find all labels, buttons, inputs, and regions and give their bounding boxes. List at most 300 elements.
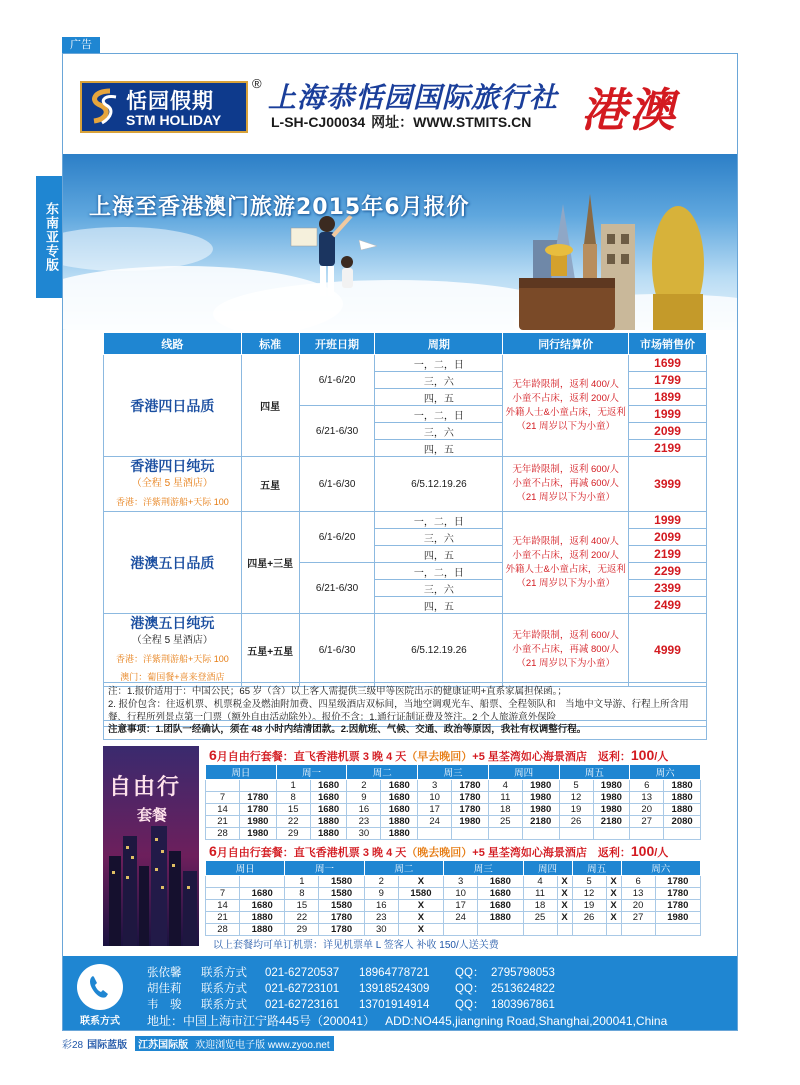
calendar-price: 1980 xyxy=(593,792,630,804)
contact-qq-label: QQ： xyxy=(455,999,485,1011)
package-2-title xyxy=(209,843,668,860)
calendar-day: 23 xyxy=(347,816,381,828)
phone-icon xyxy=(77,964,123,1010)
contact-tel: 021-62720537 xyxy=(265,967,340,979)
calendar-day xyxy=(206,876,240,888)
calendar-price: 1780 xyxy=(655,900,700,912)
calendar-header xyxy=(206,861,701,876)
side-tab: 东南亚专版 xyxy=(36,176,66,298)
pkg-rebate: 100 xyxy=(630,843,655,859)
calendar-price: X xyxy=(606,876,621,888)
calendar-week xyxy=(206,924,701,936)
price-table-header xyxy=(104,333,707,355)
cycle: 一，二，日 xyxy=(375,406,503,423)
contact-label: 联系方式 xyxy=(80,1016,120,1027)
calendar-price: 1680 xyxy=(381,804,418,816)
calendar-price: 2180 xyxy=(522,816,559,828)
page-footer xyxy=(62,1036,334,1051)
calendar-price: 1980 xyxy=(522,780,559,792)
start-date: 6/1-6/30 xyxy=(299,457,375,512)
contact-name: 张依馨 xyxy=(147,967,182,979)
calendar-day: 23 xyxy=(364,912,398,924)
weekday-label: 周二 xyxy=(364,861,443,876)
weekday-label: 周四 xyxy=(488,765,559,780)
calendar-price: 1680 xyxy=(240,888,285,900)
calendar-day: 9 xyxy=(347,792,381,804)
rebate-policy xyxy=(503,614,629,687)
brand-logo xyxy=(80,81,248,133)
contact-row xyxy=(147,996,555,1012)
calendar-price: 2080 xyxy=(664,816,701,828)
calendar-price xyxy=(664,828,701,840)
calendar-price xyxy=(593,828,630,840)
brand-cn: 恬园假期 xyxy=(126,90,214,113)
calendar-note: 以上套餐均可单订机票：详见机票单 L 签客人 补收 150/人送关费 xyxy=(213,940,499,951)
calendar-day: 11 xyxy=(488,792,522,804)
cycle: 四，五 xyxy=(375,546,503,563)
weekday-label: 周二 xyxy=(347,765,418,780)
calendar-day: 1 xyxy=(285,876,319,888)
calendar-price: 1780 xyxy=(452,804,489,816)
package-2-calendar xyxy=(205,860,701,936)
calendar-day: 17 xyxy=(444,900,478,912)
calendar-price: X xyxy=(398,924,443,936)
calendar-day: 22 xyxy=(285,912,319,924)
calendar-week xyxy=(206,888,701,900)
contact-tel: 021-62723101 xyxy=(265,983,340,995)
address xyxy=(147,1012,667,1029)
address-cn: 地址：中国上海市江宁路445号（200041） xyxy=(147,1014,376,1028)
calendar-day xyxy=(559,828,593,840)
calendar-price: 1980 xyxy=(452,816,489,828)
calendar-price xyxy=(240,780,277,792)
calendar-day: 3 xyxy=(444,876,478,888)
calendar-day: 4 xyxy=(488,780,522,792)
address-en: ADD:NO445,jiangning Road,Shanghai,200041,China xyxy=(385,1014,668,1028)
col-cycle: 周期 xyxy=(375,333,503,355)
calendar-price xyxy=(522,828,559,840)
standard: 五星+五星 xyxy=(241,614,299,687)
cycle: 一，二，日 xyxy=(375,512,503,529)
route-note: 澳门：葡国餐+喜来登酒店 xyxy=(120,672,225,682)
calendar-price: 1880 xyxy=(664,780,701,792)
start-date: 6/21-6/30 xyxy=(299,406,375,457)
policy-line: 小童不占床，返利 200/人 xyxy=(512,392,619,404)
attention-note: 注意事项：1.团队一经确认，须在 48 小时内结清团款。2.因航班、气候、交通、政治等原因，我社有权调整行程。 xyxy=(103,720,707,740)
calendar-day xyxy=(523,924,557,936)
policy-line: （21 周岁以下为小童） xyxy=(516,492,616,503)
calendar-day: 19 xyxy=(559,804,593,816)
calendar-day: 1 xyxy=(276,780,310,792)
calendar-price: X xyxy=(606,888,621,900)
cycle: 6/5.12.19.26 xyxy=(375,457,503,512)
market-price: 2199 xyxy=(629,546,707,563)
contact-label-text: 联系方式 xyxy=(201,967,247,979)
calendar-day: 28 xyxy=(206,828,240,840)
note-line: 2. 报价包含：往返机票、机票税金及燃油附加费、四星级酒店双标间，当地空调观光车、船票、全程领队和 当地中文导游、行程上所含用餐、行程所列景点第一门票（额外自由活动除外）。报价不含：1.通行证制证费及签注。2 个人旅游意外保险 xyxy=(108,699,689,723)
calendar-price xyxy=(606,924,621,936)
calendar-day: 18 xyxy=(523,900,557,912)
market-price: 3999 xyxy=(629,457,707,512)
policy-line: （21 周岁以下为小童） xyxy=(516,577,616,589)
calendar-price: 1880 xyxy=(478,912,523,924)
pkg-unit: /人 xyxy=(654,751,669,763)
calendar-price: 1980 xyxy=(655,912,700,924)
calendar-price: 1780 xyxy=(240,804,277,816)
start-date: 6/21-6/30 xyxy=(299,563,375,614)
calendar-day: 26 xyxy=(572,912,606,924)
banner xyxy=(63,154,738,330)
calendar-day: 22 xyxy=(276,816,310,828)
weekday-label: 周六 xyxy=(621,861,700,876)
page-number: 彩28 xyxy=(62,1040,84,1051)
pkg-month: 6 xyxy=(209,843,217,859)
calendar-price: 1780 xyxy=(319,912,364,924)
calendar-day: 25 xyxy=(523,912,557,924)
calendar-day: 30 xyxy=(347,828,381,840)
policy-line: 小童不占床，返利 200/人 xyxy=(512,549,619,561)
contact-qq: 2795798053 xyxy=(491,967,555,979)
market-price: 2099 xyxy=(629,423,707,440)
calendar-day: 16 xyxy=(347,804,381,816)
route-name: 香港四日品质 xyxy=(104,355,242,457)
policy-line: 外籍人士&小童占床，无返利 xyxy=(505,563,626,575)
policy-line: 无年龄限制，返利 600/人 xyxy=(512,630,619,641)
header xyxy=(63,54,738,154)
calendar-day: 6 xyxy=(630,780,664,792)
rebate-policy xyxy=(503,355,629,457)
calendar-price: 1580 xyxy=(319,876,364,888)
calendar-day: 18 xyxy=(488,804,522,816)
calendar-day: 15 xyxy=(285,900,319,912)
start-date: 6/1-6/20 xyxy=(299,355,375,406)
table-row xyxy=(104,512,707,529)
calendar-price: 1880 xyxy=(664,792,701,804)
market-price: 2099 xyxy=(629,529,707,546)
calendar-day: 24 xyxy=(418,816,452,828)
weekday-label: 周四 xyxy=(523,861,572,876)
pkg-title-a: 月自由行套餐：直飞香港机票 3 晚 4 天 xyxy=(216,751,407,763)
note-line: 注：1.报价适用于：中国公民；65 岁（含）以上客人需提供三级甲等医院出示的健康证明+直系家属担保函。； xyxy=(108,686,567,697)
calendar-price xyxy=(478,924,523,936)
calendar-day: 26 xyxy=(559,816,593,828)
weekday-label: 周日 xyxy=(206,861,285,876)
calendar-day: 5 xyxy=(559,780,593,792)
weekday-label: 周三 xyxy=(444,861,523,876)
weekday-label: 周一 xyxy=(285,861,364,876)
policy-line: （21 周岁以下为小童） xyxy=(516,420,616,432)
calendar-price: 1680 xyxy=(240,900,285,912)
calendar-price: 1980 xyxy=(240,828,277,840)
calendar-day: 29 xyxy=(276,828,310,840)
calendar-price: 1680 xyxy=(381,792,418,804)
calendar-price: 1580 xyxy=(398,888,443,900)
calendar-price: 1680 xyxy=(381,780,418,792)
col-agent-price: 同行结算价 xyxy=(503,333,629,355)
col-standard: 标准 xyxy=(241,333,299,355)
route-name: 香港四日纯玩 xyxy=(130,458,215,474)
pkg-title-a: 月自由行套餐：直飞香港机票 3 晚 4 天 xyxy=(216,847,407,859)
pkg-unit: /人 xyxy=(654,847,669,859)
calendar-day: 20 xyxy=(621,900,655,912)
weekday-label: 周日 xyxy=(206,765,277,780)
calendar-price: X xyxy=(606,912,621,924)
weekday-label: 周五 xyxy=(559,765,630,780)
calendar-day: 9 xyxy=(364,888,398,900)
calendar-price: 1680 xyxy=(478,876,523,888)
calendar-price: 1880 xyxy=(310,828,347,840)
calendar-price: X xyxy=(557,912,572,924)
route-sub: （全程 5 星酒店） xyxy=(131,635,213,646)
route-cell xyxy=(104,614,242,687)
calendar-price: X xyxy=(557,888,572,900)
contact-qq: 2513624822 xyxy=(491,983,555,995)
cycle: 四，五 xyxy=(375,440,503,457)
calendar-week xyxy=(206,816,701,828)
eversion-link[interactable]: 欢迎浏览电子版 www.zyoo.net xyxy=(191,1036,333,1051)
route-note: 香港：洋紫荆游船+天际 100 xyxy=(115,497,229,507)
calendar-price: 1580 xyxy=(319,900,364,912)
calendar-day: 8 xyxy=(285,888,319,900)
calendar-price: 1880 xyxy=(310,816,347,828)
calendar-price: 1980 xyxy=(593,780,630,792)
col-start-date: 开班日期 xyxy=(299,333,375,355)
calendar-price: X xyxy=(557,900,572,912)
calendar-day: 2 xyxy=(347,780,381,792)
calendar-day xyxy=(418,828,452,840)
calendar-day: 21 xyxy=(206,912,240,924)
calendar-day: 13 xyxy=(630,792,664,804)
calendar-day: 16 xyxy=(364,900,398,912)
calendar-day: 13 xyxy=(621,888,655,900)
policy-line: （21 周岁以下为小童） xyxy=(516,658,616,669)
standard: 四星 xyxy=(241,355,299,457)
contact-row xyxy=(147,964,555,980)
start-date: 6/1-6/20 xyxy=(299,512,375,563)
policy-line: 无年龄限制，返利 600/人 xyxy=(512,464,619,475)
calendar-price: 2180 xyxy=(593,816,630,828)
hk-macau-landmarks xyxy=(519,194,704,330)
calendar-day: 30 xyxy=(364,924,398,936)
contact-label-text: 联系方式 xyxy=(201,999,247,1011)
pkg-flight: （晚去晚回） xyxy=(406,847,473,859)
calendar-day: 3 xyxy=(418,780,452,792)
calendar-day: 24 xyxy=(444,912,478,924)
calendar-day: 7 xyxy=(206,792,240,804)
calendar-price: X xyxy=(606,900,621,912)
route-note: 香港：洋紫荆游船+天际 100 xyxy=(115,654,229,664)
calendar-week xyxy=(206,804,701,816)
calendar-price: 1880 xyxy=(240,912,285,924)
calendar-price xyxy=(240,876,285,888)
calendar-day: 6 xyxy=(621,876,655,888)
calendar-day xyxy=(488,828,522,840)
contact-label-text: 联系方式 xyxy=(201,983,247,995)
route-sub: （全程 5 星酒店） xyxy=(131,478,213,489)
calendar-day: 20 xyxy=(630,804,664,816)
calendar-price: 1580 xyxy=(319,888,364,900)
calendar-day: 14 xyxy=(206,900,240,912)
pkg-title-b: +5 星荃湾如心海景酒店 返利： xyxy=(472,847,631,859)
calendar-price: 1780 xyxy=(655,876,700,888)
weekday-label: 周一 xyxy=(276,765,347,780)
market-price: 1699 xyxy=(629,355,707,372)
route-name: 港澳五日品质 xyxy=(104,512,242,614)
calendar-week xyxy=(206,912,701,924)
calendar-day xyxy=(572,924,606,936)
calendar-day: 17 xyxy=(418,804,452,816)
calendar-price: 1980 xyxy=(522,804,559,816)
table-row xyxy=(104,355,707,372)
contact-mobile: 13918524309 xyxy=(359,983,430,995)
calendar-price: 1780 xyxy=(655,888,700,900)
calendar-week xyxy=(206,792,701,804)
calendar-day: 4 xyxy=(523,876,557,888)
calendar-price: 1880 xyxy=(381,828,418,840)
contact-qq-label: QQ： xyxy=(455,967,485,979)
package-1-title xyxy=(209,747,668,764)
calendar-price: 1680 xyxy=(478,888,523,900)
calendar-day: 14 xyxy=(206,804,240,816)
route-name: 港澳五日纯玩 xyxy=(130,615,215,631)
calendar-day: 2 xyxy=(364,876,398,888)
calendar-day: 10 xyxy=(418,792,452,804)
calendar-price: X xyxy=(398,876,443,888)
contact-tel: 021-62723161 xyxy=(265,999,340,1011)
calendar-price: 1680 xyxy=(310,804,347,816)
brand-en: STM HOLIDAY xyxy=(126,112,222,128)
cycle: 三，六 xyxy=(375,423,503,440)
calendar-price xyxy=(452,828,489,840)
pkg-rebate: 100 xyxy=(630,747,655,763)
contact-row xyxy=(147,980,555,996)
calendar-price xyxy=(557,924,572,936)
calendar-day: 21 xyxy=(206,816,240,828)
calendar-day: 28 xyxy=(206,924,240,936)
col-market-price: 市场销售价 xyxy=(629,333,707,355)
calendar-week xyxy=(206,876,701,888)
calendar-price: 1880 xyxy=(381,816,418,828)
market-price: 2299 xyxy=(629,563,707,580)
contact-mobile: 13701914914 xyxy=(359,999,430,1011)
weekday-label: 周五 xyxy=(572,861,621,876)
contact-qq-label: QQ： xyxy=(455,983,485,995)
license-line xyxy=(271,112,531,132)
calendar-price: 1680 xyxy=(310,792,347,804)
rebate-policy xyxy=(503,457,629,512)
weekday-label: 周三 xyxy=(418,765,489,780)
contact-name: 韦 骏 xyxy=(147,999,182,1011)
calendar-day: 10 xyxy=(444,888,478,900)
col-route: 线路 xyxy=(104,333,242,355)
calendar-price: 1780 xyxy=(240,792,277,804)
market-price: 1899 xyxy=(629,389,707,406)
policy-line: 外籍人士&小童占床，无返利 xyxy=(505,406,626,418)
cycle: 一，二，日 xyxy=(375,563,503,580)
contact-name: 胡佳莉 xyxy=(147,983,182,995)
cycle: 四，五 xyxy=(375,597,503,614)
market-price: 1999 xyxy=(629,512,707,529)
calendar-day: 8 xyxy=(276,792,310,804)
calendar-day: 27 xyxy=(621,912,655,924)
calendar-week xyxy=(206,828,701,840)
website: WWW.STMITS.CN xyxy=(413,114,532,130)
policy-line: 小童不占床，再减 600/人 xyxy=(512,478,619,489)
table-row xyxy=(104,614,707,687)
calendar-day: 12 xyxy=(572,888,606,900)
calendar-day: 7 xyxy=(206,888,240,900)
calendar-day: 5 xyxy=(572,876,606,888)
calendar-day: 11 xyxy=(523,888,557,900)
calendar-price: 1780 xyxy=(452,792,489,804)
contact-bar xyxy=(63,956,738,1031)
calendar-price: 1980 xyxy=(522,792,559,804)
calendar-day xyxy=(444,924,478,936)
calendar-day xyxy=(206,780,240,792)
cycle: 三，六 xyxy=(375,580,503,597)
calendar-price: 1680 xyxy=(310,780,347,792)
weekday-label: 周六 xyxy=(630,765,701,780)
package-1-calendar xyxy=(205,764,701,840)
agency-name: 上海恭恬园国际旅行社 xyxy=(268,82,559,113)
calendar-day: 12 xyxy=(559,792,593,804)
route-cell xyxy=(104,457,242,512)
market-price: 2499 xyxy=(629,597,707,614)
free-travel-title: 自由行 xyxy=(109,774,182,800)
web-label: 网址： xyxy=(371,114,414,130)
table-row xyxy=(104,457,707,512)
ad-frame xyxy=(62,53,738,1031)
calendar-price: 1780 xyxy=(452,780,489,792)
free-travel-sub: 套餐 xyxy=(137,806,168,824)
calendar-day: 29 xyxy=(285,924,319,936)
pkg-flight: （早去晚回） xyxy=(406,751,473,763)
banner-title: 上海至香港澳门旅游2015年6月报价 xyxy=(89,195,470,220)
start-date: 6/1-6/30 xyxy=(299,614,375,687)
market-price: 2199 xyxy=(629,440,707,457)
rebate-policy xyxy=(503,512,629,614)
calendar-day xyxy=(621,924,655,936)
registered-mark: ® xyxy=(252,76,262,91)
calendar-day: 25 xyxy=(488,816,522,828)
pkg-month: 6 xyxy=(209,747,217,763)
calendar-day: 27 xyxy=(630,816,664,828)
phone-logo xyxy=(77,964,123,1010)
ad-tag: 广告 xyxy=(62,37,100,53)
policy-line: 小童不占床，再减 800/人 xyxy=(512,644,619,655)
market-price: 4999 xyxy=(629,614,707,687)
cycle: 三，六 xyxy=(375,529,503,546)
cycle: 三，六 xyxy=(375,372,503,389)
cycle: 6/5.12.19.26 xyxy=(375,614,503,687)
calendar-week xyxy=(206,780,701,792)
policy-line: 无年龄限制，返利 400/人 xyxy=(512,535,619,547)
market-price: 1799 xyxy=(629,372,707,389)
license-number: L-SH-CJ00034 xyxy=(271,114,366,130)
banner-scene xyxy=(63,154,738,330)
standard: 四星+三星 xyxy=(241,512,299,614)
js-edition: 江苏国际版 xyxy=(135,1036,191,1051)
cycle: 四，五 xyxy=(375,389,503,406)
cycle: 一，二，日 xyxy=(375,355,503,372)
calendar-price: 1880 xyxy=(240,924,285,936)
standard: 五星 xyxy=(241,457,299,512)
calendar-price: X xyxy=(398,900,443,912)
contact-qq: 1803967861 xyxy=(491,999,555,1011)
calendar-header xyxy=(206,765,701,780)
calendar-price: 1880 xyxy=(664,804,701,816)
calendar-price xyxy=(655,924,700,936)
